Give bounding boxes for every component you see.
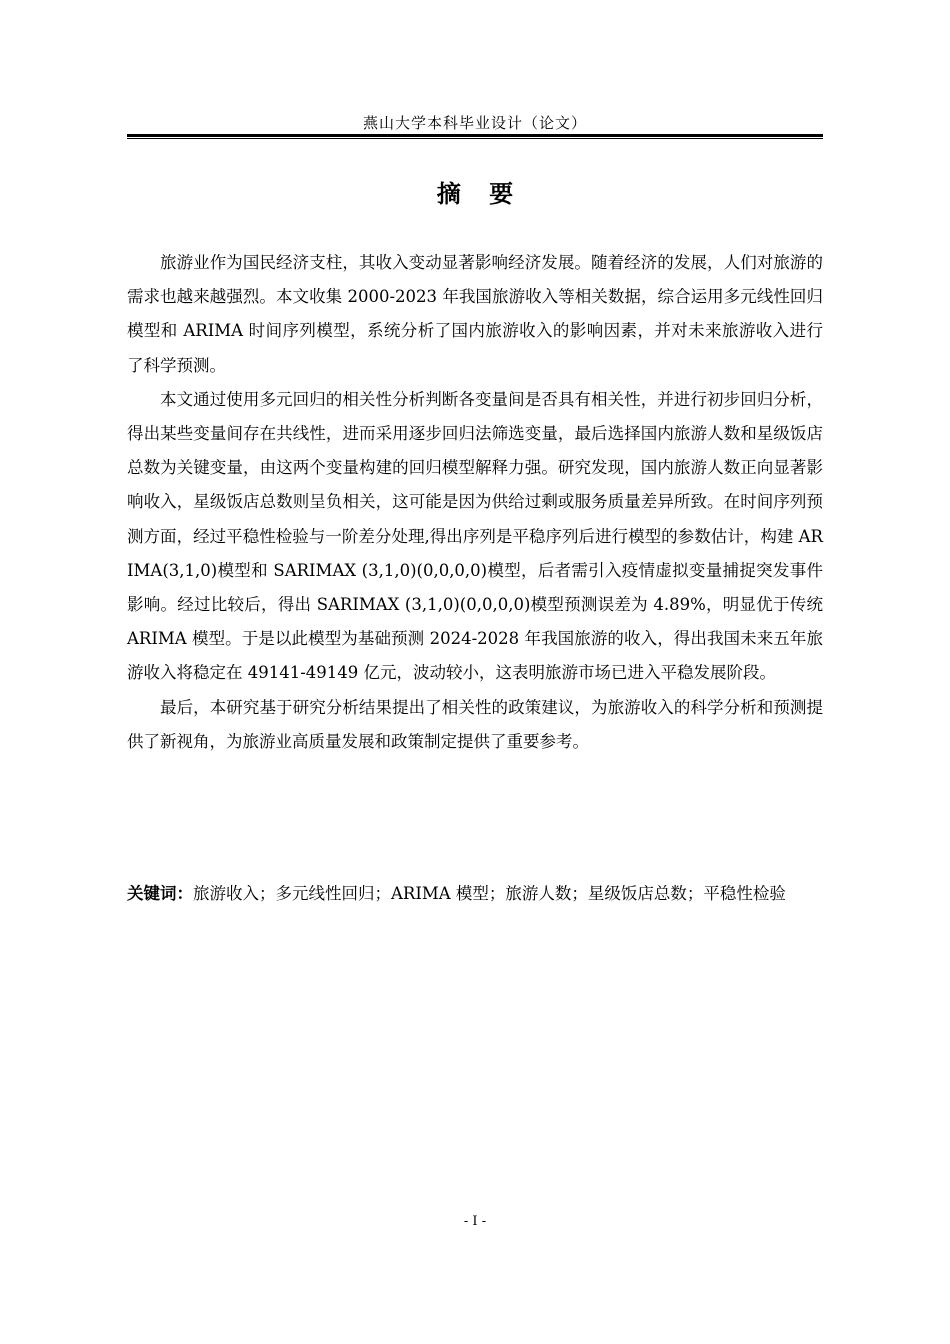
keywords-value: 旅游收入；多元线性回归；ARIMA 模型；旅游人数；星级饭店总数；平稳性检验	[193, 884, 786, 903]
abstract-body	[127, 246, 823, 759]
abstract-paragraph-2: 本文通过使用多元回归的相关性分析判断各变量间是否具有相关性，并进行初步回归分析，得出某些变量间存在共线性，进而采用逐步回归法筛选变量，最后选择国内旅游人数和星级饭店总数为关键变量，由这两个变量构建的回归模型解释力强。研究发现，国内旅游人数正向显著影响收入，星级饭店总数则呈负相关，这可能是因为供给过剩或服务质量差异所致。在时间序列预测方面，经过平稳性检验与一阶差分处理,得出序列是平稳序列后进行模型的参数估计，构建 ARIMA(3,1,0)模型和 SARIMAX (3,1,0)(0,0,0,0)模型，后者需引入疫情虚拟变量捕捉突发事件影响。经过比较后，得出 SARIMAX (3,1,0)(0,0,0,0)模型预测误差为 4.89%，明显优于传统 ARIMA 模型。于是以此模型为基础预测 2024-2028 年我国旅游的收入，得出我国未来五年旅游收入将稳定在 49141-49149 亿元，波动较小，这表明旅游市场已进入平稳发展阶段。	[127, 389, 823, 683]
abstract-title: 摘 要	[436, 180, 524, 208]
running-header: 燕山大学本科毕业设计（论文）	[362, 114, 587, 132]
abstract-paragraph-1: 旅游业作为国民经济支柱，其收入变动显著影响经济发展。随着经济的发展，人们对旅游的需求也越来越强烈。本文收集 2000-2023 年我国旅游收入等相关数据，综合运用多元线性回归模型和 ARIMA 时间序列模型，系统分析了国内旅游收入的影响因素，并对未来旅游收入进行了科学预测。	[127, 253, 823, 375]
abstract-paragraph-3: 最后，本研究基于研究分析结果提出了相关性的政策建议，为旅游收入的科学分析和预测提供了新视角，为旅游业高质量发展和政策制定提供了重要参考。	[127, 697, 823, 751]
page-number: - I -	[463, 1214, 487, 1229]
keywords-block	[127, 877, 823, 911]
header-rule	[127, 134, 823, 139]
keywords-label: 关键词：	[127, 884, 193, 903]
